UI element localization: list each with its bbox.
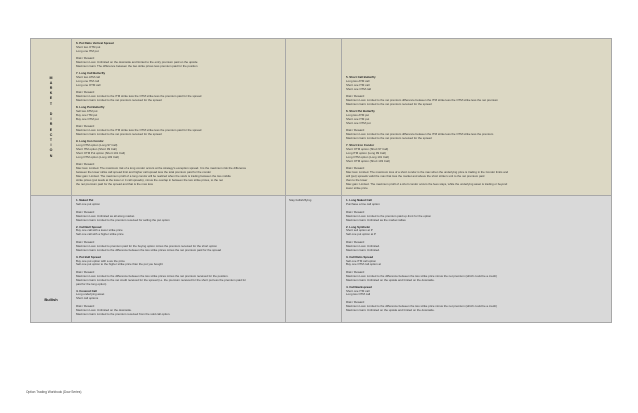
strategy-line: the net premium paid for the spread and that is the max loss [76,182,153,186]
strategy-line: Maximum Loss: Limited to premium paid for the buying option minus the premium received for the short option [76,244,217,248]
strategy-block [346,286,607,313]
strategy-line: Buy one OTM put [76,117,99,121]
strategy-line: Long underlying asset [76,293,105,297]
strategy-line: Short OTM option (Short 97 Call) [346,147,389,151]
strategy-line: strike prices (put leads at the lower or 4 call spreads), minus the overlap in between the two strike prices, to the net [76,178,223,182]
strategy-line: Buy one ITM put [76,113,98,117]
strategy-line: Buy one call with a lower strike price [76,229,123,233]
strategy-line: Sell one put option at P [346,233,376,237]
strategy-line: Long ITM option (Long 99 Call) [346,151,386,155]
market-direction-row [31,39,612,196]
strategy-line: Risk / Reward: [76,125,95,129]
strategy-title: 1. Naked Put [76,199,94,203]
strategy-line: Sell two ATM put [76,109,98,113]
side-label-letter: C [49,132,53,137]
strategy-line: Maximum Loss: Limited to the premium paid up-front for the option [346,214,432,218]
strategy-line: Risk / Reward: [346,95,365,99]
side-label-letter: T [49,101,53,106]
strategy-line: Short ITM option (Short 99 Call) [76,147,117,151]
strategy-line: Maximum Gain: Limited to the net premium received for the spread [346,103,432,107]
strategy-title: 5. Short Call Butterfly [346,76,376,79]
strategy-line: Risk / Reward: [76,270,95,274]
strategy-line: Short OTM option (Short 103 Call) [346,159,390,163]
side-label-letter: R [49,122,53,127]
strategy-line: Long one ITM put [76,49,99,53]
strategy-line: Short call options [76,297,99,301]
strategy-line: Risk / Reward: [76,57,95,61]
bottom-right-cell[interactable] [342,196,612,322]
strategy-line: Maximum Loss: Limited to the ITM strike less the OTM strike less the premium paid for the spread [76,129,202,133]
strategy-line: Long OTM option (Long 97 Call) [76,143,118,147]
strategy-line: Risk / Reward: [76,304,95,308]
strategy-line: lower strike price [346,186,368,190]
strategy-block [76,106,281,137]
strategy-block [346,256,607,283]
strategy-title: 2. Long Synthetic [346,225,371,229]
side-label-letter: E [49,96,53,101]
strategy-line: Max loss: Limited. The maximum risk of a long condor occurs at the strategy's exception spread. It is the maximum risk the difference [76,166,247,170]
strategy-block [76,140,281,187]
strategy-title: 3. Call Ratio Spread [346,255,374,259]
strategy-block [346,110,607,141]
strategy-title: 6. Short Put Butterfly [346,109,375,113]
strategy-block [76,226,281,253]
side-label-letter: D [49,112,53,117]
strategy-title: 2. Call Bull Spread [76,225,102,229]
strategy-block [346,199,607,222]
bullish-label: Bullish [31,196,72,322]
strategy-line: Maximum Loss: Unlimited on the downside and limited to the entry premium paid on the upside [76,61,198,65]
top-right-cell[interactable] [342,39,612,196]
strategy-line: Sell one put option [76,203,100,207]
strategy-line: Risk / Reward: [76,210,95,214]
strategy-line: Risk / Reward: [346,240,365,244]
strategy-table [30,38,612,323]
strategy-line: Long OTM option (Long 101 Call) [346,155,389,159]
strategy-line: Long two ATM put [346,113,370,117]
strategy-line: Risk / Reward: [346,129,365,133]
strategy-line: Short OTM Put option (Short 101 Call) [76,151,126,155]
strategy-line: Maximum Gain: Unlimited. [346,248,380,252]
strategy-line: Maximum Gain: Limited to the difference between the two strike prices minus the net premium paid for the spread [76,248,222,252]
strategy-title: 6. Put Ratio Vertical Spread [76,42,114,45]
top-middle-cell[interactable] [286,39,342,196]
strategy-line: Risk / Reward: [346,167,365,170]
strategy-line: Maximum Gain: Limited to the net premium received for the spread [76,99,162,103]
strategy-block [346,226,607,253]
strategy-line: Long two OTM call [346,293,371,297]
strategy-line: Maximum Gain: Unlimited on the upside and limited on the downside. [346,308,435,312]
strategy-line: than to the lower [346,178,368,182]
strategy-line: Maximum Gain: Limited to the premium received from the sold call option. [76,312,171,316]
strategy-line: Long OTM option (Long 103 Call) [76,155,119,159]
strategy-title: 8. Long Put Butterfly [76,105,105,109]
strategy-line: Risk / Reward: [346,300,365,304]
top-left-cell[interactable] [72,39,286,196]
side-label-letter: O [49,148,53,153]
strategy-block [76,199,281,222]
strategy-line: Short two ATM call [76,75,100,79]
bottom-middle-cell[interactable] [286,196,342,322]
strategy-title: 3. Put Bull Spread [76,255,101,259]
strategy-line: Risk / Reward: [346,270,365,274]
strategy-line: Maximum Loss: Limited to the net premium difference between the ITM strike less the OTM strike less the premium [346,133,494,137]
strategy-line: Short one ITM call [346,83,370,87]
strategy-line: Long one ITM call [76,79,99,83]
page-footer: Option Trading Workbook (Dow Series) [26,390,82,394]
strategy-line: Max gain: Limited. The maximum profit of a short condor occurs the fees stays, while the underlying asset is trading or beyond [346,182,508,186]
strategy-line: Maximum Loss: Unlimited as all along market. [76,214,135,218]
strategy-line: Maximum Loss: Unlimited on the downside. [76,308,132,312]
strategy-title: 7. Long Call Butterfly [76,72,106,76]
strategy-line: Sell one put option to the higher strike price than the put you bought [76,263,163,267]
strategy-line: Maximum Gain: Limited to the premium received for selling the put option [76,218,170,222]
strategy-line: Short one ITM put [346,117,370,121]
strategy-line: Short one OTM call [346,87,371,91]
strategy-line: Risk / Reward: [76,163,95,167]
strategy-title: 7. Short Iron Condor [346,143,375,147]
strategy-line: Maximum Loss: Limited to the difference between the two strike prices minus the net premium received for the position. [76,274,229,278]
side-label-letter: K [49,91,53,96]
strategy-line: Buy one put option with a we the price [76,259,125,263]
strategy-title: 4. Call Backspread [346,285,372,289]
side-label-letter: E [49,127,53,132]
strategy-block [346,144,607,191]
strategy-line: Maximum Gain: The difference between the two strike prices less premium paid for the position [76,65,198,69]
strategy-line: Maximum Gain: Limited to the net premium received for the spread [346,136,432,140]
strategy-line: Risk / Reward: [346,210,365,214]
strategy-line: Short one OTM put [346,121,371,125]
side-label-letter: R [49,86,53,90]
strategy-line: Maximum Gain: Limited to the net premium received for the spread [76,133,162,136]
strategy-line: Max loss: Limited. The maximum loss of a short condor is the max when the underlying price is trading in the Condor limits and [346,170,509,174]
strategy-line: will (put) spreads valid the max that loss the market and above the short strike's unit to the net premium paid [346,174,485,178]
bottom-left-cell[interactable] [72,196,286,322]
strategy-line: Short one ITM call [346,289,370,293]
strategy-line: Maximum Loss: Unlimited. [346,244,380,248]
side-label-letter: N [49,153,53,158]
strategy-line: Short two OTM put [76,45,101,49]
strategy-line: paid for the long option) [76,282,107,286]
strategy-block [76,256,281,287]
strategy-line: Maximum Gain: Unlimited on the upside and limited on the downside. [346,278,435,282]
strategy-line: Maximum Gain: Limited to the net credit received for the spread (i.e. the premium received for the short put less the premium paid for [76,278,246,282]
strategy-block [76,72,281,103]
side-label-letter: A [49,80,53,85]
side-label-letter: I [50,143,52,148]
strategy-block [76,42,281,69]
strategy-line: Sell one ITM call option [346,259,377,263]
strategy-line: Maximum Loss: Limited to the difference between the two strike price minus the net premium (which could be a credit) [346,304,497,308]
strategy-line: Short sell option at P [346,229,373,233]
strategy-line: Maximum Loss: Limited to the ITM strike less the OTM strike less the premium paid for the spread [76,95,202,99]
side-label-letter: I [50,117,52,122]
strategy-line: Purchase a line call option [346,203,380,207]
strategy-line: Maximum Loss: Limited to the difference between the two strike price minus the net premium (which could be a credit) [346,274,497,278]
side-label-letter: M [49,75,53,80]
strategy-line: Risk / Reward: [76,91,95,95]
strategy-line: Long two ATM call [346,79,370,83]
strategy-line: between the lower strike call spread limit and higher call spread less the total premium paid for the condor [76,170,212,174]
market-direction-label [31,39,72,196]
strategy-title: 9. Long Iron Condor [76,139,104,143]
strategy-line: Sell one call with a higher strike price [76,233,124,237]
strategy-line: Long one OTM call [76,83,101,87]
strategy-block [76,290,281,317]
side-label-letter: T [49,138,53,143]
strategy-line: Risk / Reward: [76,240,95,244]
strategy-title: 4. Covered Call [76,289,97,293]
bullish-row [31,196,612,322]
strategy-line: Maximum Gain: Unlimited as the market rallies [346,218,406,222]
row-note: Stay bullish/flying [289,198,312,203]
strategy-line: Max gain: Limited. The maximum profit of a long condor will be realized when the stock is trading between the two middle [76,174,231,178]
strategy-title: 1. Long Naked Call [346,199,372,203]
strategy-line: Maximum Loss: Limited to the net premium difference between the ITM strike less the OTM strike less the net premium [346,99,499,103]
strategy-block [346,76,607,107]
strategy-line: Buy one OTM call option at [346,263,381,267]
